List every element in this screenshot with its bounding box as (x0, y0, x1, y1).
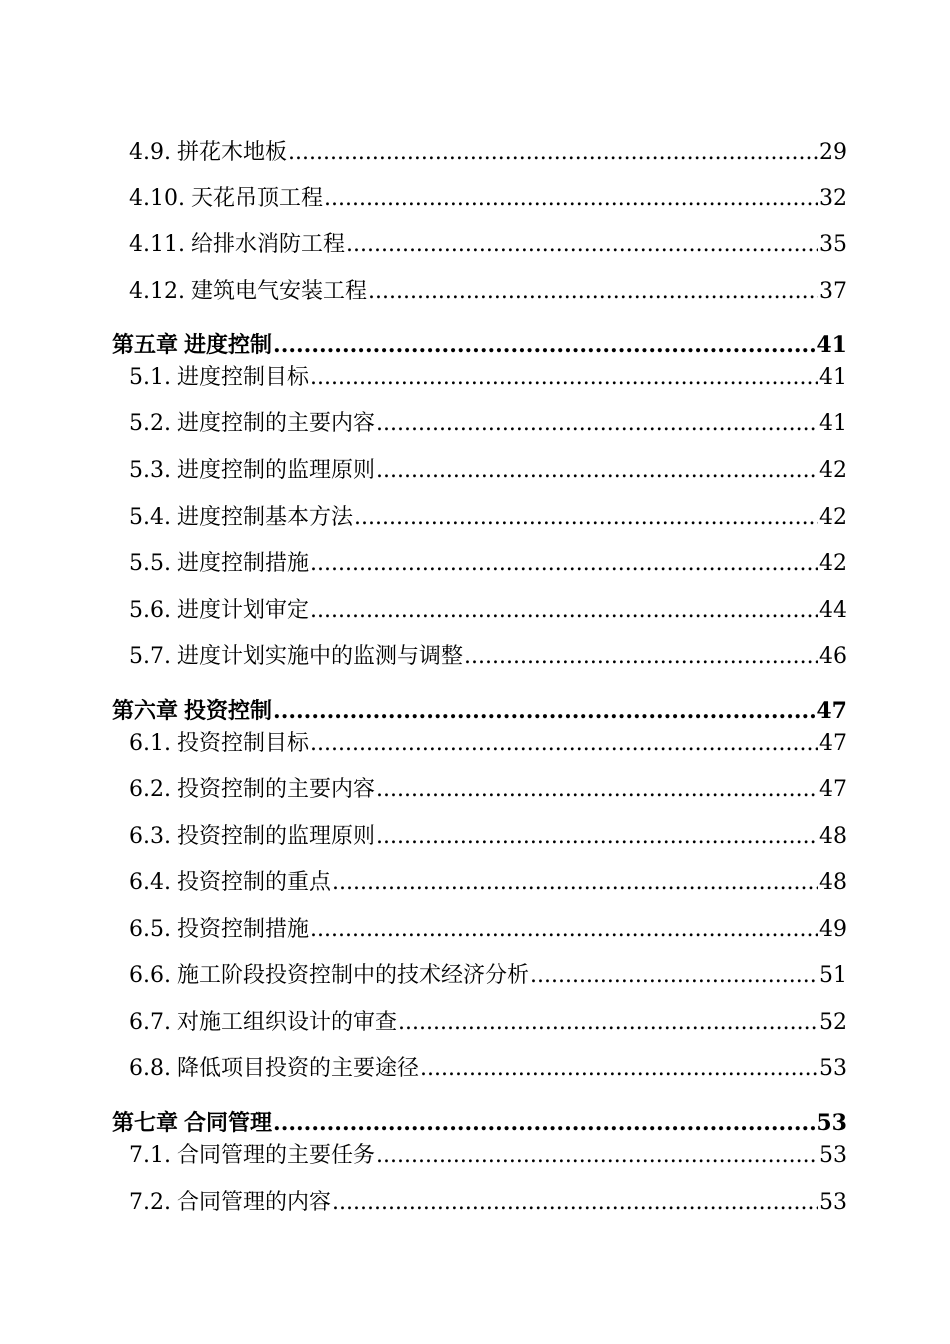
toc-page-number: 47 (819, 731, 847, 756)
toc-chapter-6[interactable] (112, 696, 847, 726)
toc-page-number: 47 (816, 698, 847, 724)
toc-entry-5-5[interactable] (112, 549, 847, 579)
toc-leader (354, 503, 818, 533)
toc-number: 4.9. (129, 140, 171, 165)
toc-leader (464, 642, 818, 672)
toc-page-number: 37 (819, 279, 847, 304)
toc-page-number: 41 (819, 411, 847, 436)
toc-number: 7.1. (129, 1143, 171, 1168)
toc-leader (332, 1188, 818, 1218)
toc-title: 进度计划审定 (176, 598, 309, 623)
toc-title: 进度控制的主要内容 (176, 411, 375, 436)
toc-entry-6-7[interactable] (112, 1008, 847, 1038)
toc-leader (368, 277, 818, 307)
toc-entry-4-12[interactable] (112, 277, 847, 307)
toc-number: 5.5. (129, 551, 171, 576)
toc-leader (310, 549, 818, 579)
toc-title: 进度控制措施 (176, 551, 309, 576)
toc-number: 6.3. (129, 824, 171, 849)
toc-title: 施工阶段投资控制中的技术经济分析 (176, 963, 529, 988)
toc-leader (288, 138, 818, 168)
toc-number: 5.1. (129, 365, 171, 390)
toc-entry-5-6[interactable] (112, 596, 847, 626)
toc-leader (398, 1008, 818, 1038)
toc-entry-4-11[interactable] (112, 230, 847, 260)
toc-title: 投资控制的监理原则 (176, 824, 375, 849)
toc-title: 投资控制的主要内容 (176, 777, 375, 802)
toc-page-number: 49 (819, 917, 847, 942)
toc-page-number: 42 (819, 505, 847, 530)
toc-title: 合同管理的内容 (176, 1190, 331, 1215)
toc-page-number: 53 (816, 1110, 847, 1136)
toc-page-number: 41 (819, 365, 847, 390)
toc-leader (324, 184, 818, 214)
toc-title: 进度控制的监理原则 (176, 458, 375, 483)
toc-leader (376, 409, 818, 439)
toc-number: 6.4. (129, 870, 171, 895)
toc-entry-6-2[interactable] (112, 775, 847, 805)
toc-entry-7-1[interactable] (112, 1141, 847, 1171)
toc-title: 进度控制基本方法 (176, 505, 353, 530)
toc-title: 合同管理的主要任务 (176, 1143, 375, 1168)
toc-number: 6.7. (129, 1010, 171, 1035)
toc-number: 6.2. (129, 777, 171, 802)
toc-entry-4-9[interactable] (112, 138, 847, 168)
toc-leader (376, 775, 818, 805)
toc-number: 5.4. (129, 505, 171, 530)
toc-title: 降低项目投资的主要途径 (176, 1056, 419, 1081)
toc-leader (310, 729, 818, 759)
toc-entry-7-2[interactable] (112, 1188, 847, 1218)
toc-page-number: 47 (819, 777, 847, 802)
toc-page-number: 32 (819, 186, 847, 211)
toc-number: 4.11. (129, 232, 185, 257)
toc-page-number: 48 (819, 870, 847, 895)
toc-leader (310, 596, 818, 626)
toc-title: 对施工组织设计的审查 (176, 1010, 397, 1035)
toc-entry-5-3[interactable] (112, 456, 847, 486)
toc-title: 建筑电气安装工程 (190, 279, 367, 304)
toc-title: 给排水消防工程 (190, 232, 345, 257)
toc-chapter-number: 第六章 (112, 698, 179, 724)
toc-entry-4-10[interactable] (112, 184, 847, 214)
toc-entry-5-2[interactable] (112, 409, 847, 439)
toc-number: 6.6. (129, 963, 171, 988)
toc-page-number: 52 (819, 1010, 847, 1035)
toc-entry-6-6[interactable] (112, 961, 847, 991)
toc-number: 4.10. (129, 186, 185, 211)
toc-chapter-5[interactable] (112, 330, 847, 360)
toc-entry-5-7[interactable] (112, 642, 847, 672)
toc-title: 投资控制目标 (176, 731, 309, 756)
toc-number: 5.2. (129, 411, 171, 436)
toc-title: 投资控制 (184, 698, 273, 724)
toc-chapter-7[interactable] (112, 1108, 847, 1138)
toc-leader (376, 456, 818, 486)
toc-number: 5.3. (129, 458, 171, 483)
toc-entry-6-3[interactable] (112, 822, 847, 852)
toc-title: 合同管理 (184, 1110, 273, 1136)
toc-page-number: 42 (819, 458, 847, 483)
toc-entry-6-5[interactable] (112, 915, 847, 945)
toc-leader (376, 1141, 818, 1171)
toc-number: 5.7. (129, 644, 171, 669)
toc-entry-5-4[interactable] (112, 503, 847, 533)
toc-entry-6-1[interactable] (112, 729, 847, 759)
toc-number: 6.5. (129, 917, 171, 942)
toc-page-number: 29 (819, 140, 847, 165)
toc-chapter-number: 第五章 (112, 332, 179, 358)
toc-leader (310, 915, 818, 945)
toc-title: 天花吊顶工程 (190, 186, 323, 211)
toc-entry-6-4[interactable] (112, 868, 847, 898)
toc-page-number: 53 (819, 1056, 847, 1081)
toc-title: 进度控制目标 (176, 365, 309, 390)
toc-page-number: 53 (819, 1190, 847, 1215)
toc-number: 5.6. (129, 598, 171, 623)
toc-number: 6.1. (129, 731, 171, 756)
toc-title: 拼花木地板 (176, 140, 287, 165)
toc-page-number: 35 (819, 232, 847, 257)
toc-leader (376, 822, 818, 852)
toc-number: 7.2. (129, 1190, 171, 1215)
toc-leader (273, 330, 815, 360)
toc-number: 4.12. (129, 279, 185, 304)
toc-page-number: 46 (819, 644, 847, 669)
toc-title: 投资控制的重点 (176, 870, 331, 895)
toc-page-number: 42 (819, 551, 847, 576)
toc-leader (530, 961, 818, 991)
toc-page-number: 41 (816, 332, 847, 358)
toc-page-number: 51 (819, 963, 847, 988)
toc-leader (346, 230, 818, 260)
toc-leader (273, 696, 815, 726)
toc-chapter-number: 第七章 (112, 1110, 179, 1136)
toc-entry-5-1[interactable] (112, 363, 847, 393)
toc-number: 6.8. (129, 1056, 171, 1081)
toc-leader (273, 1108, 815, 1138)
toc-leader (332, 868, 818, 898)
toc-entry-6-8[interactable] (112, 1054, 847, 1084)
toc-title: 进度计划实施中的监测与调整 (176, 644, 463, 669)
toc-title: 进度控制 (184, 332, 273, 358)
toc-leader (420, 1054, 818, 1084)
toc-leader (310, 363, 818, 393)
toc-page-number: 53 (819, 1143, 847, 1168)
toc-page-number: 44 (819, 598, 847, 623)
toc-page-number: 48 (819, 824, 847, 849)
toc-title: 投资控制措施 (176, 917, 309, 942)
